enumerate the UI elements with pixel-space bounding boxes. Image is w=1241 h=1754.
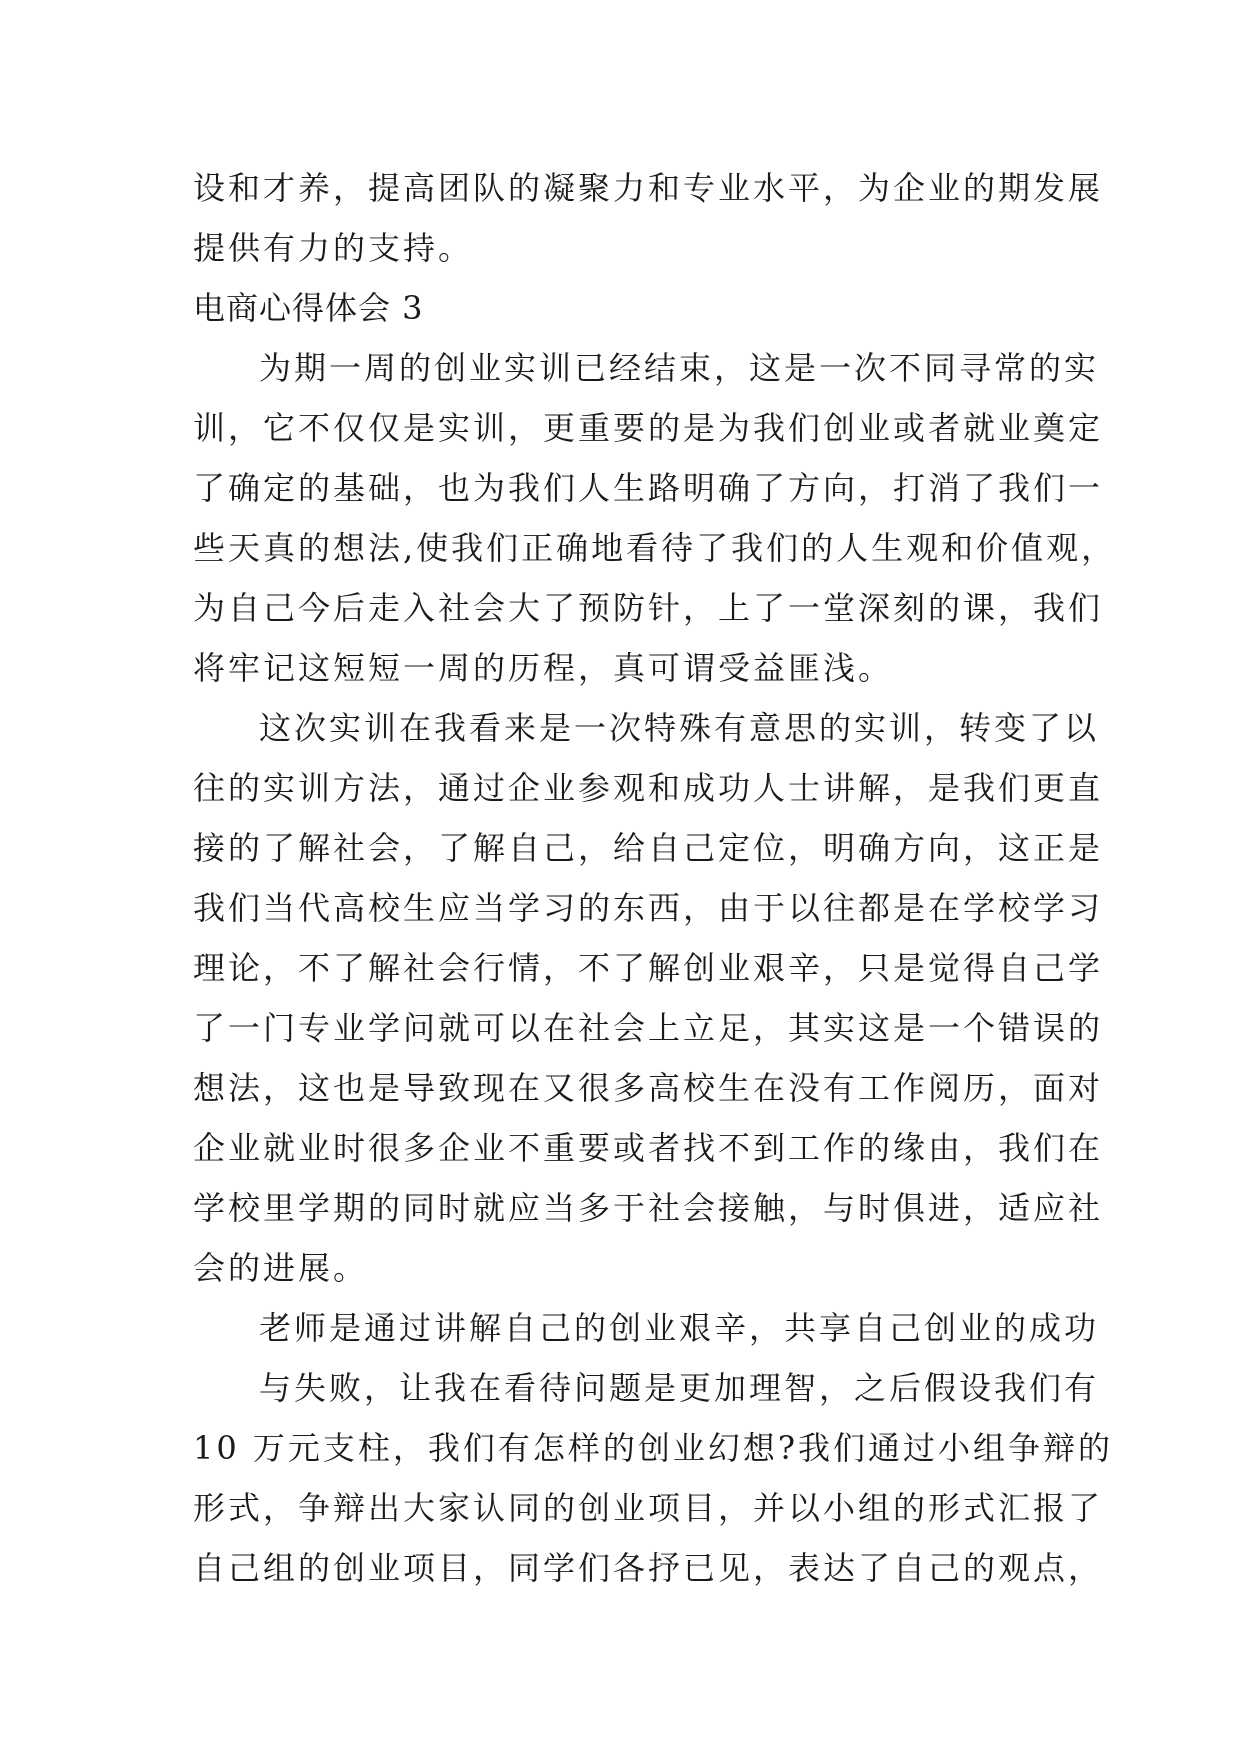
text-line: 训，它不仅仅是实训，更重要的是为我们创业或者就业奠定 [193,409,1104,447]
text-line: 企业就业时很多企业不重要或者找不到工作的缘由，我们在 [193,1129,1104,1167]
paragraph-first-line: 为期一周的创业实训已经结束，这是一次不同寻常的实 [259,349,1100,387]
text-line: 了确定的基础，也为我们人生路明确了方向，打消了我们一 [193,469,1104,507]
paragraph-first-line: 与失败，让我在看待问题是更加理智，之后假设我们有 [259,1369,1100,1407]
text-line: 我们当代高校生应当学习的东西，由于以往都是在学校学习 [193,889,1104,927]
text-line: 接的了解社会，了解自己，给自己定位，明确方向，这正是 [193,829,1104,867]
text-line: 往的实训方法，通过企业参观和成功人士讲解，是我们更直 [193,769,1104,807]
text-line: 理论，不了解社会行情，不了解创业艰辛，只是觉得自己学 [193,949,1104,987]
text-line: 自己组的创业项目，同学们各抒已见，表达了自己的观点， [193,1549,1104,1587]
text-line: 想法，这也是导致现在又很多高校生在没有工作阅历，面对 [193,1069,1104,1107]
paragraph-first-line: 这次实训在我看来是一次特殊有意思的实训，转变了以 [259,709,1100,747]
document-body [193,158,1117,1598]
text-line: 设和才养，提高团队的凝聚力和专业水平，为企业的期发展 [193,169,1104,207]
text-line: 10 万元支柱，我们有怎样的创业幻想?我们通过小组争辩的 [193,1429,1114,1467]
text-line: 了一门专业学问就可以在社会上立足，其实这是一个错误的 [193,1009,1104,1047]
text-line: 为自己今后走入社会大了预防针，上了一堂深刻的课，我们 [193,589,1104,627]
text-line: 将牢记这短短一周的历程，真可谓受益匪浅。 [193,649,894,687]
text-line: 提供有力的支持。 [193,229,474,267]
paragraph-first-line: 老师是通过讲解自己的创业艰辛，共享自己创业的成功 [259,1309,1100,1347]
section-heading: 电商心得体会 3 [193,289,424,327]
text-line: 会的进展。 [193,1249,369,1287]
text-line: 学校里学期的同时就应当多于社会接触，与时俱进，适应社 [193,1189,1104,1227]
text-line: 形式，争辩出大家认同的创业项目，并以小组的形式汇报了 [193,1489,1104,1527]
text-line: 些天真的想法,使我们正确地看待了我们的人生观和价值观， [193,529,1117,567]
